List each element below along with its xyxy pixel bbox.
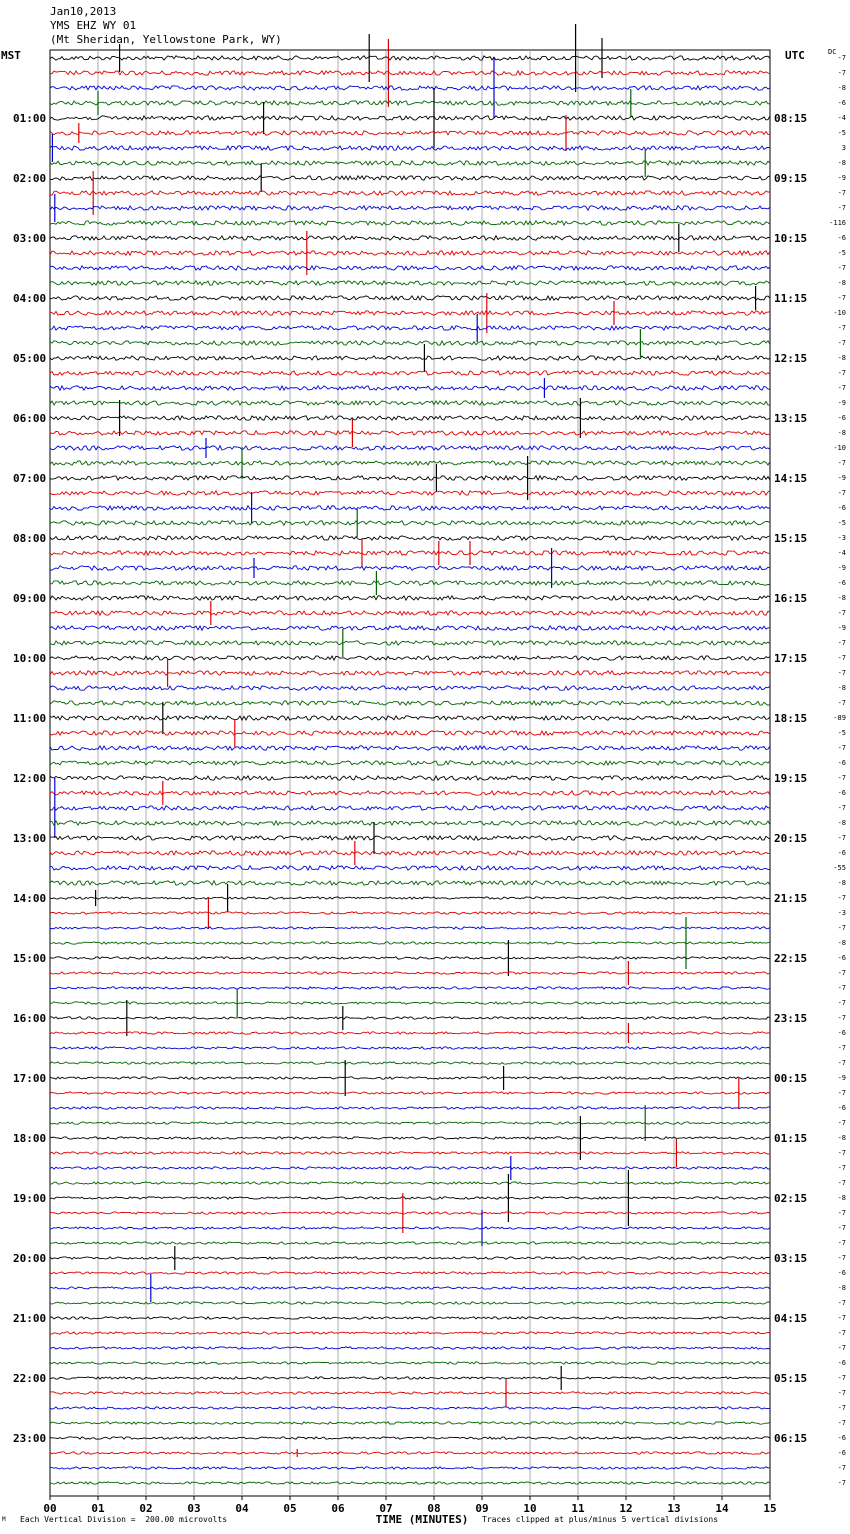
clip-note: Traces clipped at plus/minus 5 vertical divisions bbox=[482, 1515, 719, 1524]
seismic-trace bbox=[50, 912, 770, 914]
x-tick-label: 06 bbox=[331, 1502, 345, 1515]
utc-hour-label: 02:15 bbox=[774, 1192, 808, 1205]
dc-offset-label: -7 bbox=[837, 609, 846, 617]
x-tick-label: 13 bbox=[667, 1502, 681, 1515]
utc-axis-label: UTC bbox=[785, 49, 805, 62]
dc-offset-label: -7 bbox=[837, 339, 846, 347]
dc-offset-label: -8 bbox=[837, 939, 846, 947]
utc-hour-label: 22:15 bbox=[774, 952, 808, 965]
dc-offset-label: -8 bbox=[837, 1284, 846, 1292]
dc-offset-label: -7 bbox=[837, 1164, 846, 1172]
seismic-trace bbox=[50, 311, 770, 315]
dc-offset-label: -7 bbox=[837, 669, 846, 677]
mst-hour-label: 16:00 bbox=[13, 1012, 47, 1025]
dc-offset-label: -7 bbox=[837, 1149, 846, 1157]
dc-offset-label: -8 bbox=[837, 819, 846, 827]
dc-offset-label: -5 bbox=[837, 249, 846, 257]
x-tick-label: 02 bbox=[139, 1502, 153, 1515]
mst-axis-label: MST bbox=[1, 49, 21, 62]
seismic-trace bbox=[50, 1422, 770, 1424]
seismic-trace bbox=[50, 296, 770, 300]
dc-offset-label: -8 bbox=[837, 1194, 846, 1202]
dc-offset-label: -8 bbox=[837, 84, 846, 92]
seismic-trace bbox=[50, 506, 770, 510]
dc-offset-label: -8 bbox=[837, 684, 846, 692]
utc-hour-label: 20:15 bbox=[774, 832, 808, 845]
dc-offset-label: -7 bbox=[837, 924, 846, 932]
dc-offset-label: -7 bbox=[837, 1044, 846, 1052]
seismic-trace bbox=[50, 386, 770, 390]
seismic-trace bbox=[50, 596, 770, 600]
seismic-trace bbox=[50, 761, 770, 765]
mst-hour-label: 19:00 bbox=[13, 1192, 47, 1205]
seismic-trace bbox=[50, 972, 770, 974]
dc-offset-label: -9 bbox=[837, 1074, 846, 1082]
utc-hour-label: 19:15 bbox=[774, 772, 808, 785]
seismic-trace bbox=[50, 1302, 770, 1304]
dc-offset-label: -7 bbox=[837, 1299, 846, 1307]
dc-offset-label: -7 bbox=[837, 1254, 846, 1262]
dc-offset-label: -7 bbox=[837, 1314, 846, 1322]
utc-hour-label: 01:15 bbox=[774, 1132, 808, 1145]
mst-hour-label: 22:00 bbox=[13, 1372, 47, 1385]
seismic-trace bbox=[50, 461, 770, 465]
utc-hour-label: 09:15 bbox=[774, 172, 808, 185]
seismic-trace bbox=[50, 581, 770, 585]
seismic-trace bbox=[50, 1032, 770, 1034]
x-tick-label: 10 bbox=[523, 1502, 537, 1515]
seismic-trace bbox=[50, 1182, 770, 1184]
seismic-trace bbox=[50, 821, 770, 825]
dc-offset-label: -6 bbox=[837, 759, 846, 767]
mst-hour-label: 06:00 bbox=[13, 412, 47, 425]
seismic-trace bbox=[50, 1002, 770, 1004]
dc-offset-label: -7 bbox=[837, 834, 846, 842]
dc-offset-label: -4 bbox=[837, 114, 846, 122]
dc-offset-label: -4 bbox=[837, 549, 846, 557]
utc-hour-label: 08:15 bbox=[774, 112, 808, 125]
mst-hour-label: 15:00 bbox=[13, 952, 47, 965]
seismic-trace bbox=[50, 446, 770, 450]
seismic-trace bbox=[50, 987, 770, 989]
seismic-trace bbox=[50, 131, 770, 135]
seismic-trace bbox=[50, 431, 770, 435]
seismic-trace bbox=[50, 1317, 770, 1319]
seismic-trace bbox=[50, 866, 770, 870]
seismic-trace bbox=[50, 881, 770, 885]
dc-offset-label: -7 bbox=[837, 294, 846, 302]
seismic-trace bbox=[50, 746, 770, 750]
utc-hour-label: 18:15 bbox=[774, 712, 808, 725]
seismic-trace bbox=[50, 101, 770, 105]
seismic-trace bbox=[50, 1047, 770, 1049]
seismic-trace bbox=[50, 221, 770, 225]
seismic-trace bbox=[50, 491, 770, 495]
dc-offset-label: -8 bbox=[837, 1134, 846, 1142]
dc-offset-label: -3 bbox=[837, 534, 846, 542]
dc-offset-label: -9 bbox=[837, 624, 846, 632]
seismic-trace bbox=[50, 191, 770, 195]
mst-hour-label: 11:00 bbox=[13, 712, 47, 725]
seismic-trace bbox=[50, 1392, 770, 1394]
seismic-trace bbox=[50, 1482, 770, 1484]
dc-offset-label: -7 bbox=[837, 1119, 846, 1127]
seismic-trace bbox=[50, 836, 770, 840]
seismic-trace bbox=[50, 942, 770, 944]
seismic-trace bbox=[50, 1107, 770, 1109]
seismic-trace bbox=[50, 341, 770, 345]
dc-offset-label: -7 bbox=[837, 1209, 846, 1217]
seismic-trace bbox=[50, 1137, 770, 1139]
dc-offset-label: -9 bbox=[837, 474, 846, 482]
mst-hour-label: 02:00 bbox=[13, 172, 47, 185]
dc-offset-label: -6 bbox=[837, 1449, 846, 1457]
dc-offset-label: -7 bbox=[837, 489, 846, 497]
seismic-trace bbox=[50, 71, 770, 75]
dc-offset-label: -7 bbox=[837, 369, 846, 377]
dc-offset-label: -6 bbox=[837, 954, 846, 962]
date-label: Jan10,2013 bbox=[50, 5, 117, 18]
dc-offset-label: -7 bbox=[837, 774, 846, 782]
seismic-trace bbox=[50, 476, 770, 480]
mst-hour-label: 14:00 bbox=[13, 892, 47, 905]
utc-hour-label: 17:15 bbox=[774, 652, 808, 665]
mst-hour-label: 04:00 bbox=[13, 292, 47, 305]
dc-offset-label: -7 bbox=[837, 264, 846, 272]
dc-offset-label: -6 bbox=[837, 234, 846, 242]
dc-offset-label: -6 bbox=[837, 1269, 846, 1277]
utc-hour-label: 11:15 bbox=[774, 292, 808, 305]
corner-mark: M bbox=[2, 1516, 6, 1523]
dc-offset-label: -8 bbox=[837, 429, 846, 437]
dc-offset-label: -7 bbox=[837, 1089, 846, 1097]
dc-offset-label: -7 bbox=[837, 894, 846, 902]
x-axis-title: TIME (MINUTES) bbox=[375, 1513, 469, 1526]
dc-offset-label: -7 bbox=[837, 969, 846, 977]
mst-hour-label: 17:00 bbox=[13, 1072, 47, 1085]
seismic-trace bbox=[50, 236, 770, 240]
x-tick-label: 04 bbox=[235, 1502, 249, 1515]
x-tick-label: 15 bbox=[763, 1502, 777, 1515]
seismic-trace bbox=[50, 1152, 770, 1154]
utc-hour-label: 06:15 bbox=[774, 1432, 808, 1445]
mst-hour-label: 05:00 bbox=[13, 352, 47, 365]
seismic-trace bbox=[50, 551, 770, 555]
utc-hour-label: 04:15 bbox=[774, 1312, 808, 1325]
dc-offset-label: -7 bbox=[837, 1479, 846, 1487]
dc-offset-label: -6 bbox=[837, 579, 846, 587]
utc-hour-label: 21:15 bbox=[774, 892, 808, 905]
seismic-trace bbox=[50, 1077, 770, 1079]
dc-offset-label: -7 bbox=[837, 804, 846, 812]
dc-offset-label: -5 bbox=[837, 729, 846, 737]
mst-hour-label: 23:00 bbox=[13, 1432, 47, 1445]
seismic-trace bbox=[50, 641, 770, 645]
mst-hour-label: 09:00 bbox=[13, 592, 47, 605]
seismic-trace bbox=[50, 1017, 770, 1019]
dc-offset-label: -6 bbox=[837, 849, 846, 857]
seismic-trace bbox=[50, 1197, 770, 1199]
seismic-trace bbox=[50, 416, 770, 420]
seismic-trace bbox=[50, 1362, 770, 1364]
seismic-trace bbox=[50, 1407, 770, 1409]
x-tick-label: 11 bbox=[571, 1502, 585, 1515]
dc-offset-label: -55 bbox=[833, 864, 846, 872]
x-tick-label: 12 bbox=[619, 1502, 633, 1515]
seismic-trace bbox=[50, 326, 770, 330]
seismic-trace bbox=[50, 1437, 770, 1439]
dc-offset-label: -7 bbox=[837, 204, 846, 212]
dc-offset-label: -8 bbox=[837, 879, 846, 887]
dc-offset-label: -89 bbox=[833, 714, 846, 722]
seismic-trace bbox=[50, 1377, 770, 1379]
seismic-trace bbox=[50, 401, 770, 405]
x-tick-label: 00 bbox=[43, 1502, 57, 1515]
dc-offset-label: -8 bbox=[837, 159, 846, 167]
seismic-trace bbox=[50, 266, 770, 270]
mst-hour-label: 13:00 bbox=[13, 832, 47, 845]
seismic-trace bbox=[50, 1257, 770, 1259]
seismic-trace bbox=[50, 1452, 770, 1454]
utc-hour-label: 12:15 bbox=[774, 352, 808, 365]
dc-offset-label: -6 bbox=[837, 1104, 846, 1112]
seismic-trace bbox=[50, 806, 770, 810]
dc-offset-label: -7 bbox=[837, 1059, 846, 1067]
seismic-trace bbox=[50, 1332, 770, 1334]
utc-hour-label: 13:15 bbox=[774, 412, 808, 425]
seismic-trace bbox=[50, 776, 770, 780]
seismic-trace bbox=[50, 176, 770, 180]
seismic-trace bbox=[50, 656, 770, 660]
dc-offset-label: -7 bbox=[837, 189, 846, 197]
mst-hour-label: 07:00 bbox=[13, 472, 47, 485]
dc-offset-label: -7 bbox=[837, 69, 846, 77]
dc-offset-label: -10 bbox=[833, 444, 846, 452]
seismic-trace bbox=[50, 56, 770, 60]
dc-offset-label: -9 bbox=[837, 174, 846, 182]
seismic-trace bbox=[50, 86, 770, 90]
dc-offset-label: -7 bbox=[837, 324, 846, 332]
dc-offset-label: -7 bbox=[837, 459, 846, 467]
dc-offset-label: -7 bbox=[837, 1419, 846, 1427]
dc-offset-label: -5 bbox=[837, 519, 846, 527]
seismic-trace bbox=[50, 626, 770, 630]
dc-offset-label: -8 bbox=[837, 594, 846, 602]
dc-offset-label: -6 bbox=[837, 789, 846, 797]
dc-offset-label: -7 bbox=[837, 1239, 846, 1247]
dc-offset-label: -7 bbox=[837, 1014, 846, 1022]
station-label: YMS EHZ WY 01 bbox=[50, 19, 137, 32]
seismic-trace bbox=[50, 716, 770, 720]
dc-label: DC bbox=[828, 48, 837, 56]
utc-hour-label: 05:15 bbox=[774, 1372, 808, 1385]
mst-hour-label: 10:00 bbox=[13, 652, 47, 665]
mst-hour-label: 12:00 bbox=[13, 772, 47, 785]
seismic-trace bbox=[50, 521, 770, 525]
seismic-trace bbox=[50, 1062, 770, 1064]
seismic-trace bbox=[50, 686, 770, 690]
x-tick-label: 01 bbox=[91, 1502, 105, 1515]
x-tick-label: 03 bbox=[187, 1502, 201, 1515]
dc-offset-label: -7 bbox=[837, 1389, 846, 1397]
mst-hour-label: 03:00 bbox=[13, 232, 47, 245]
seismic-trace bbox=[50, 957, 770, 959]
seismic-trace bbox=[50, 927, 770, 929]
seismic-trace bbox=[50, 116, 770, 120]
mst-hour-label: 21:00 bbox=[13, 1312, 47, 1325]
dc-offset-label: -7 bbox=[837, 1344, 846, 1352]
dc-offset-label: -6 bbox=[837, 414, 846, 422]
location-label: (Mt Sheridan, Yellowstone Park, WY) bbox=[50, 33, 282, 46]
seismic-trace bbox=[50, 371, 770, 375]
dc-offset-label: -7 bbox=[837, 999, 846, 1007]
dc-offset-label: -8 bbox=[837, 354, 846, 362]
seismic-trace bbox=[50, 566, 770, 570]
dc-offset-label: -7 bbox=[837, 1464, 846, 1472]
x-tick-label: 08 bbox=[427, 1502, 441, 1515]
seismic-trace bbox=[50, 1347, 770, 1349]
dc-offset-label: -7 bbox=[837, 699, 846, 707]
seismic-trace bbox=[50, 791, 770, 795]
dc-offset-label: -6 bbox=[837, 1029, 846, 1037]
x-tick-label: 09 bbox=[475, 1502, 489, 1515]
dc-offset-label: -7 bbox=[837, 1374, 846, 1382]
seismic-trace bbox=[50, 701, 770, 705]
seismic-trace bbox=[50, 671, 770, 675]
dc-offset-label: -8 bbox=[837, 279, 846, 287]
seismic-trace bbox=[50, 1227, 770, 1229]
dc-offset-label: -7 bbox=[837, 1404, 846, 1412]
seismic-trace bbox=[50, 1122, 770, 1124]
seismic-trace bbox=[50, 611, 770, 615]
dc-offset-label: -7 bbox=[837, 639, 846, 647]
seismic-trace bbox=[50, 1272, 770, 1274]
dc-offset-label: -9 bbox=[837, 399, 846, 407]
seismic-trace bbox=[50, 161, 770, 165]
dc-offset-label: -6 bbox=[837, 1359, 846, 1367]
dc-offset-label: -9 bbox=[837, 564, 846, 572]
dc-offset-label: 3 bbox=[841, 144, 846, 152]
dc-offset-label: -7 bbox=[837, 984, 846, 992]
seismic-trace bbox=[50, 731, 770, 735]
seismic-trace bbox=[50, 897, 770, 899]
seismic-trace bbox=[50, 1167, 770, 1169]
utc-hour-label: 16:15 bbox=[774, 592, 808, 605]
utc-hour-label: 23:15 bbox=[774, 1012, 808, 1025]
dc-offset-label: -7 bbox=[837, 54, 846, 62]
mst-hour-label: 18:00 bbox=[13, 1132, 47, 1145]
dc-offset-label: -7 bbox=[837, 1329, 846, 1337]
x-tick-label: 07 bbox=[379, 1502, 393, 1515]
dc-offset-label: -3 bbox=[837, 909, 846, 917]
seismic-trace bbox=[50, 146, 770, 150]
seismic-trace bbox=[50, 1467, 770, 1469]
mst-hour-label: 08:00 bbox=[13, 532, 47, 545]
mst-hour-label: 20:00 bbox=[13, 1252, 47, 1265]
seismic-trace bbox=[50, 281, 770, 285]
dc-offset-label: -7 bbox=[837, 654, 846, 662]
dc-offset-label: -7 bbox=[837, 744, 846, 752]
seismic-trace bbox=[50, 1092, 770, 1094]
dc-offset-label: -7 bbox=[837, 384, 846, 392]
utc-hour-label: 10:15 bbox=[774, 232, 808, 245]
seismic-trace bbox=[50, 1212, 770, 1214]
dc-offset-label: -10 bbox=[833, 309, 846, 317]
dc-offset-label: -5 bbox=[837, 129, 846, 137]
mst-hour-label: 01:00 bbox=[13, 112, 47, 125]
seismic-trace bbox=[50, 1287, 770, 1289]
seismic-trace bbox=[50, 851, 770, 855]
seismic-trace bbox=[50, 356, 770, 360]
utc-hour-label: 14:15 bbox=[774, 472, 808, 485]
utc-hour-label: 00:15 bbox=[774, 1072, 808, 1085]
seismic-trace bbox=[50, 206, 770, 210]
x-tick-label: 14 bbox=[715, 1502, 729, 1515]
scale-note: Each Vertical Division = 200.00 microvolts bbox=[20, 1515, 228, 1524]
dc-offset-label: -6 bbox=[837, 504, 846, 512]
utc-hour-label: 03:15 bbox=[774, 1252, 808, 1265]
dc-offset-label: -6 bbox=[837, 99, 846, 107]
seismic-trace bbox=[50, 1242, 770, 1244]
seismic-trace bbox=[50, 251, 770, 255]
seismic-trace bbox=[50, 536, 770, 540]
x-tick-label: 05 bbox=[283, 1502, 297, 1515]
utc-hour-label: 15:15 bbox=[774, 532, 808, 545]
dc-offset-label: -7 bbox=[837, 1179, 846, 1187]
dc-offset-label: -116 bbox=[829, 219, 846, 227]
dc-offset-label: -7 bbox=[837, 1224, 846, 1232]
dc-offset-label: -6 bbox=[837, 1434, 846, 1442]
